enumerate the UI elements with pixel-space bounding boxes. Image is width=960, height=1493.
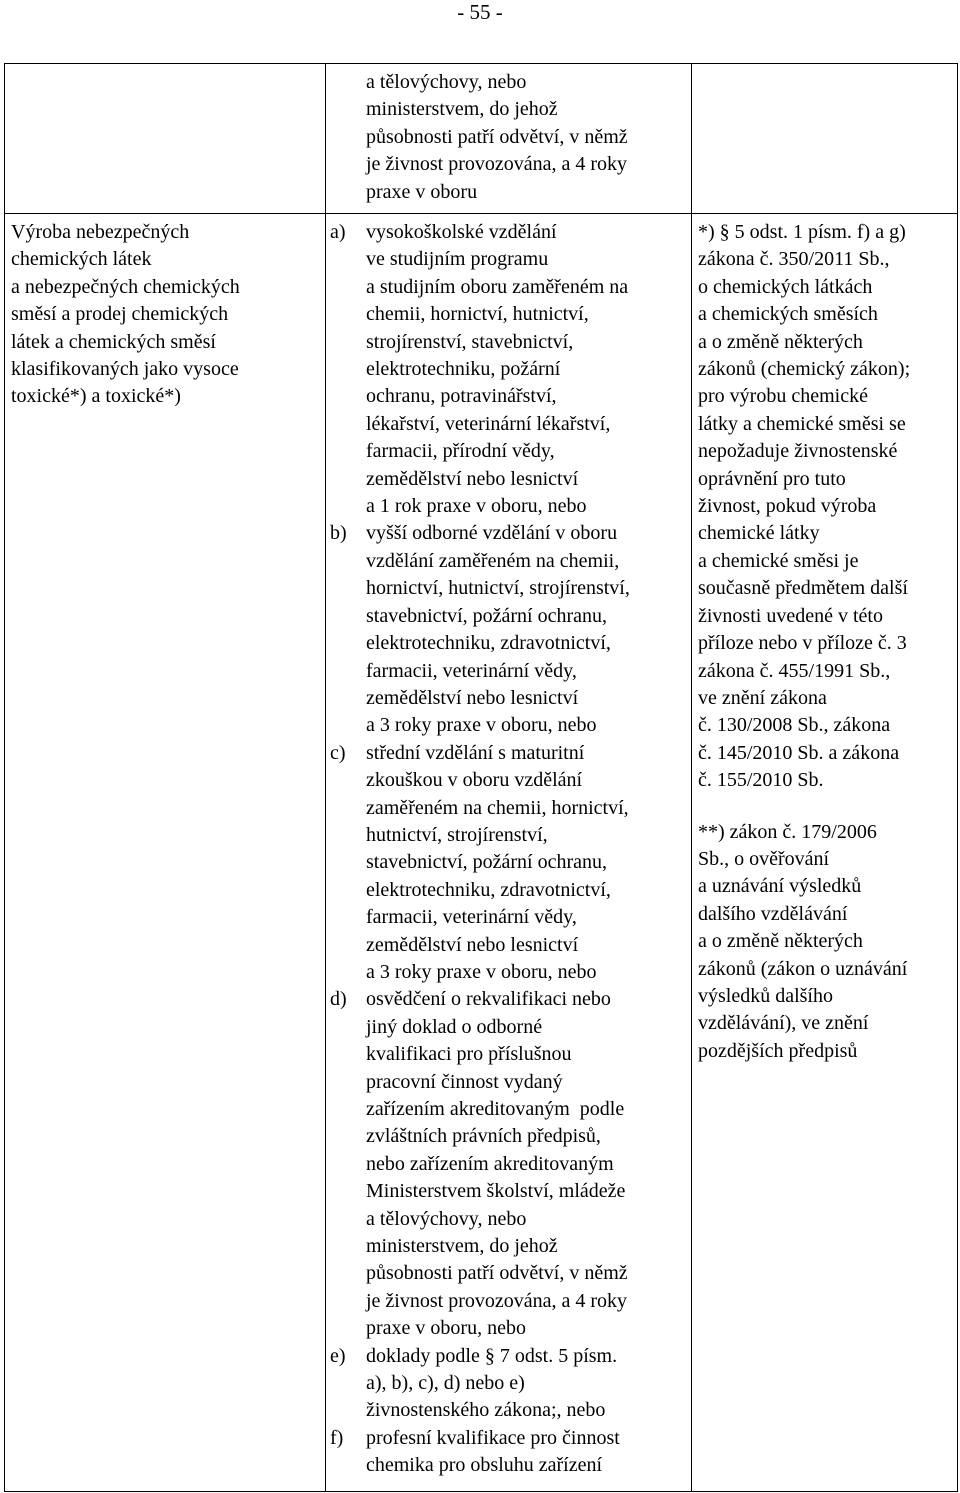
trade-name-line: klasifikovaných jako vysoce [11,358,239,381]
qualification-cell-continued [326,64,692,214]
qualification-line: praxe v oboru, nebo [366,1317,526,1340]
trade-name-line: chemických látek [11,248,152,271]
qualification-line: zaměřeném na chemii, hornictví, [366,796,629,819]
trade-name-line: a nebezpečných chemických [11,275,240,298]
footnote-line: příloze nebo v příloze č. 3 [698,632,907,655]
text-line: působnosti patří odvětví, v němž [366,125,628,148]
qualification-line: farmacii, veterinární vědy, [366,659,577,682]
footnote-recognition-act [698,819,951,1066]
qualification-line: elektrotechniku, zdravotnictví, [366,632,611,655]
item-letter: f) [330,1426,344,1449]
footnote-chemical-act [698,219,951,795]
qualification-line: stavebnictví, požární ochranu, [366,604,608,627]
qualification-line: farmacii, veterinární vědy, [366,906,577,929]
footnote-line: a o změně některých [698,330,863,353]
qualification-line: Ministerstvem školství, mládeže [366,1180,626,1203]
item-letter: e) [330,1344,346,1367]
item-letter: a) [330,221,346,243]
trades-table [4,63,958,1492]
note-cell-empty [692,64,958,214]
qualification-line: elektrotechniku, zdravotnictví, [366,878,611,901]
qualification-line: zařízením akreditovaným podle [366,1098,625,1120]
qualification-line: hornictví, hutnictví, strojírenství, [366,577,630,600]
footnote-line: oprávnění pro tuto [698,467,846,490]
qualification-line: zemědělství nebo lesnictví [366,467,579,490]
qualification-line: jiný doklad o odborné [366,1015,543,1038]
qualification-item [330,520,687,739]
footnote-line: ve znění zákona [698,686,827,709]
qualification-line: a tělovýchovy, nebo [366,1207,527,1230]
footnote-line: výsledků dalšího [698,984,833,1007]
footnote-line: současně předmětem další [698,577,908,600]
qualification-line: a 1 rok praxe v oboru, nebo [366,495,587,518]
qualification-line: a studijním oboru zaměřeném na [366,275,629,298]
qualification-cell [326,214,692,1492]
qualification-line: chemika pro obsluhu zařízení [366,1454,603,1477]
qualification-line: hutnictví, strojírenství, [366,823,548,846]
trade-cell-empty [5,64,326,214]
trade-name-line: Výroba nebezpečných [11,221,190,243]
item-letter: b) [330,522,347,545]
qualification-line: nebo zařízením akreditovaným [366,1152,614,1175]
text-line: praxe v oboru [366,180,478,203]
notes-cell [692,214,958,1492]
footnote-line: živnosti uvedené v této [698,604,883,627]
footnote-line: vzdělávání), ve znění [698,1012,869,1035]
qualification-line: stavebnictví, požární ochranu, [366,851,608,874]
footnote-line: a o změně některých [698,930,863,953]
footnote-line: č. 130/2008 Sb., zákona [698,714,891,737]
footnote-line: pro výrobu chemické [698,385,868,408]
qualification-line: lékařství, veterinární lékařství, [366,412,611,435]
qualification-line: ve studijním programu [366,248,549,271]
page-number: - 55 - [457,0,503,24]
qualification-line: je živnost provozována, a 4 roky [366,1289,628,1312]
qualification-line: živnostenského zákona;, nebo [366,1399,606,1422]
qualification-line: zvláštních právních předpisů, [366,1125,601,1148]
footnote-line: pozdějších předpisů [698,1039,858,1062]
qualification-item [330,1343,687,1425]
qualification-line: chemii, hornictví, hutnictví, [366,303,589,326]
footnote-line: **) zákon č. 179/2006 [698,820,877,843]
trade-name-cell [5,214,326,1492]
item-letter: c) [330,741,346,764]
footnote-line: zákonů (zákon o uznávání [698,957,908,980]
qualification-line: vysokoškolské vzdělání [366,221,557,243]
footnote-line: zákona č. 350/2011 Sb., [698,248,890,271]
footnote-line: č. 155/2010 Sb. [698,769,824,792]
footnote-line: chemické látky [698,522,820,545]
qualification-line: vzdělání zaměřeném na chemii, [366,549,620,572]
footnote-line: *) § 5 odst. 1 písm. f) a g) [698,221,906,243]
trade-name-line: látek a chemických směsí [11,330,216,353]
qualification-line: kvalifikaci pro příslušnou [366,1043,572,1066]
footnote-line: látky a chemické směsi se [698,412,906,435]
qualification-line: a), b), c), d) nebo e) [366,1372,525,1395]
qualification-line: a 3 roky praxe v oboru, nebo [366,960,597,983]
trade-name-line: toxické*) a toxické*) [11,385,181,408]
footnote-line: a uznávání výsledků [698,875,862,898]
qualification-line: doklady podle § 7 odst. 5 písm. [366,1344,618,1367]
qualification-line: vyšší odborné vzdělání v oboru [366,522,618,545]
qualification-item [330,986,687,1342]
qualification-line: profesní kvalifikace pro činnost [366,1426,620,1449]
qualification-line: zkouškou v oboru vzdělání [366,769,583,792]
footnote-line: o chemických látkách [698,275,873,298]
footnote-line: dalšího vzdělávání [698,902,848,925]
footnote-line: Sb., o ověřování [698,847,830,870]
table-row [5,214,958,1492]
qualification-line: zemědělství nebo lesnictví [366,933,579,956]
qualification-line: ochranu, potravinářství, [366,385,557,408]
qualification-line: zemědělství nebo lesnictví [366,686,579,709]
qualification-line: střední vzdělání s maturitní [366,741,585,764]
table-row [5,64,958,214]
qualification-line: osvědčení o rekvalifikaci nebo [366,988,611,1011]
footnote-line: č. 145/2010 Sb. a zákona [698,741,900,764]
qualification-line: a 3 roky praxe v oboru, nebo [366,714,597,737]
footnote-line: zákonů (chemický zákon); [698,358,911,381]
footnote-line: zákona č. 455/1991 Sb., [698,659,891,682]
item-letter: d) [330,988,347,1011]
trade-name-line: směsí a prodej chemických [11,303,229,326]
qualification-item [330,740,687,987]
footnote-line: živnost, pokud výroba [698,495,877,518]
qualification-line: ministerstvem, do jehož [366,1235,558,1258]
qualification-line: farmacii, přírodní vědy, [366,440,555,463]
footnote-line: a chemických směsích [698,303,878,326]
qualification-line: pracovní činnost vydaný [366,1070,563,1093]
footnote-line: nepožaduje živnostenské [698,440,898,463]
qualification-item [330,219,687,520]
text-line: ministerstvem, do jehož [366,98,558,121]
footnote-line: a chemické směsi je [698,549,859,572]
qualification-line: strojírenství, stavebnictví, [366,330,574,353]
qualification-item [330,1425,687,1480]
qualification-line: elektrotechniku, požární [366,358,561,381]
text-line: a tělovýchovy, nebo [366,71,527,93]
qualification-line: působnosti patří odvětví, v němž [366,1262,628,1285]
text-line: je živnost provozována, a 4 roky [366,153,628,176]
